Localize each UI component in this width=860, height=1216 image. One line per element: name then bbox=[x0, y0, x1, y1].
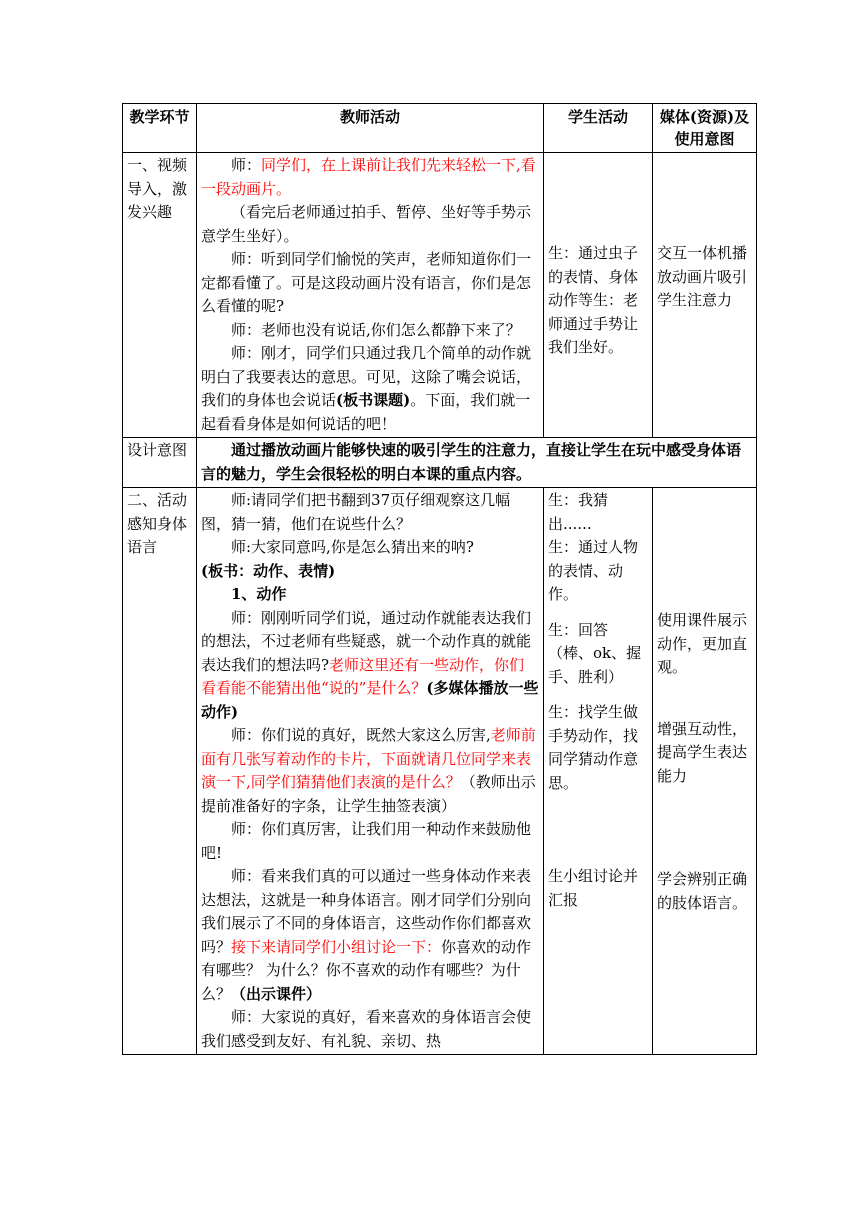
paragraph-text: 你喜欢的动作有哪些？ 为什么？你不喜欢的动作有哪些？为什么？ bbox=[201, 937, 532, 1003]
section-cell: 一、视频导入，激发兴趣 bbox=[123, 153, 197, 438]
spacer bbox=[548, 154, 648, 242]
student-activity-cell bbox=[544, 153, 653, 438]
table-row bbox=[123, 153, 757, 438]
header-media: 媒体(资源)及使用意图 bbox=[653, 104, 757, 153]
highlight-text: 老师这里还有一些动作，你们看看能不能猜出他“说的”是什么？ bbox=[201, 655, 525, 697]
lesson-plan-table bbox=[122, 103, 757, 1055]
board-note: (多媒体播放一些动作) bbox=[201, 679, 539, 721]
header-teacher-activity: 教师活动 bbox=[197, 104, 544, 153]
spacer bbox=[657, 489, 752, 609]
paragraph bbox=[201, 865, 539, 1006]
paragraph bbox=[201, 342, 539, 436]
subheading: 1、动作 bbox=[231, 585, 287, 603]
paragraph bbox=[201, 724, 539, 818]
paragraph: 师:请同学们把书翻到37页仔细观察这几幅图，猜一猜，他们在说些什么？ bbox=[201, 491, 511, 533]
section-cell: 设计意图 bbox=[123, 438, 197, 488]
design-intent-cell bbox=[197, 438, 757, 488]
student-note: 生：通过人物的表情、动作。 bbox=[548, 538, 639, 603]
spacer bbox=[548, 689, 648, 701]
paragraph-text: 师：看来我们真的可以通过一些身体动作来表达想法，这就是一种身体语言。刚才同学们分别向我们展示了不同的身体语言，这些动作你们都喜欢吗？ bbox=[201, 867, 532, 956]
spacer bbox=[548, 795, 648, 865]
spacer bbox=[548, 607, 648, 619]
student-note: 生：找学生做手势动作，找同学猜动作意思。 bbox=[548, 703, 639, 792]
paragraph: 师：听到同学们愉悦的笑声，老师知道你们一定都看懂了。可是这段动画片没有语言，你们是怎么看懂的呢? bbox=[201, 250, 532, 315]
board-note: (板书课题) bbox=[336, 391, 411, 409]
student-note: 生：回答（棒、ok、握手、胜利） bbox=[548, 620, 642, 686]
highlight-text: 老师前面有几张写着动作的卡片，下面就请几位同学来表演一下,同学们猜猜他们表演的是什么？ bbox=[201, 726, 536, 791]
spacer bbox=[657, 788, 752, 868]
teacher-activity-cell bbox=[197, 488, 544, 1055]
board-note: (板书：动作、表情) bbox=[201, 561, 336, 580]
table-row bbox=[123, 438, 757, 488]
paragraph-text: 师：刚刚听同学们说，通过动作就能表达我们的想法，不过老师有些疑惑，就一个动作真的就能表达我们的想法吗? bbox=[201, 608, 532, 674]
paragraph: 师：你们真厉害，让我们用一种动作来鼓励他吧! bbox=[201, 820, 532, 862]
speaker-label: 师： bbox=[231, 156, 262, 174]
paragraph: 师:大家同意吗,你是怎么猜出来的呐? bbox=[231, 538, 474, 556]
paragraph: 师：老师也没有说话,你们怎么都静下来了？ bbox=[231, 320, 521, 339]
board-note: （出示课件） bbox=[231, 984, 322, 1003]
highlight-text: 同学们，在上课前让我们先来轻松一下,看一段动画片。 bbox=[201, 156, 536, 198]
header-section: 教学环节 bbox=[123, 104, 197, 153]
header-student-activity: 学生活动 bbox=[544, 104, 653, 153]
student-note: 生：通过虫子的表情、身体动作等生：老师通过手势让我们坐好。 bbox=[548, 244, 639, 356]
paragraph bbox=[201, 607, 539, 725]
media-note: 交互一体机播放动画片吸引学生注意力 bbox=[657, 244, 748, 309]
highlight-text: 接下来请同学们小组讨论一下： bbox=[231, 937, 442, 956]
student-activity-cell bbox=[544, 488, 653, 1055]
design-intent-text: 通过播放动画片能够快速的吸引学生的注意力，直接让学生在玩中感受身体语言的魅力，学生会很轻松的明白本课的重点内容。 bbox=[201, 441, 742, 483]
paragraph bbox=[201, 154, 539, 201]
paragraph: 师：大家说的真好，看来喜欢的身体语言会使我们感受到友好、有礼貌、亲切、热 bbox=[201, 1008, 532, 1050]
spacer bbox=[657, 680, 752, 718]
media-note: 学会辨别正确的肢体语言。 bbox=[657, 870, 748, 912]
paragraph-text: 师：刚才，同学们只通过我几个简单的动作就明白了我要表达的意思。可见，这除了嘴会说话，我们的身体也会说话 bbox=[201, 344, 532, 409]
media-note: 使用课件展示动作，更加直观。 bbox=[657, 611, 748, 676]
paragraph-text: 师：你们说的真好，既然大家这么厉害, bbox=[231, 726, 491, 744]
media-cell bbox=[653, 488, 757, 1055]
media-note: 增强互动性，提高学生表达能力 bbox=[657, 719, 748, 785]
student-note: 生：我猜出...... bbox=[548, 491, 609, 533]
student-note: 生小组讨论并汇报 bbox=[548, 867, 639, 909]
paragraph-text: （教师出示提前准备好的字条，让学生抽签表演） bbox=[201, 773, 536, 815]
paragraph-text: 。下面，我们就一起看看身体是如何说话的吧！ bbox=[201, 391, 531, 433]
table-header-row bbox=[123, 104, 757, 153]
teacher-activity-cell bbox=[197, 153, 544, 438]
media-cell bbox=[653, 153, 757, 438]
paragraph: （看完后老师通过拍手、暂停、坐好等手势示意学生坐好）。 bbox=[201, 203, 532, 245]
section-cell: 二、活动感知身体语言 bbox=[123, 488, 197, 1055]
spacer bbox=[657, 154, 752, 242]
table-row bbox=[123, 488, 757, 1055]
